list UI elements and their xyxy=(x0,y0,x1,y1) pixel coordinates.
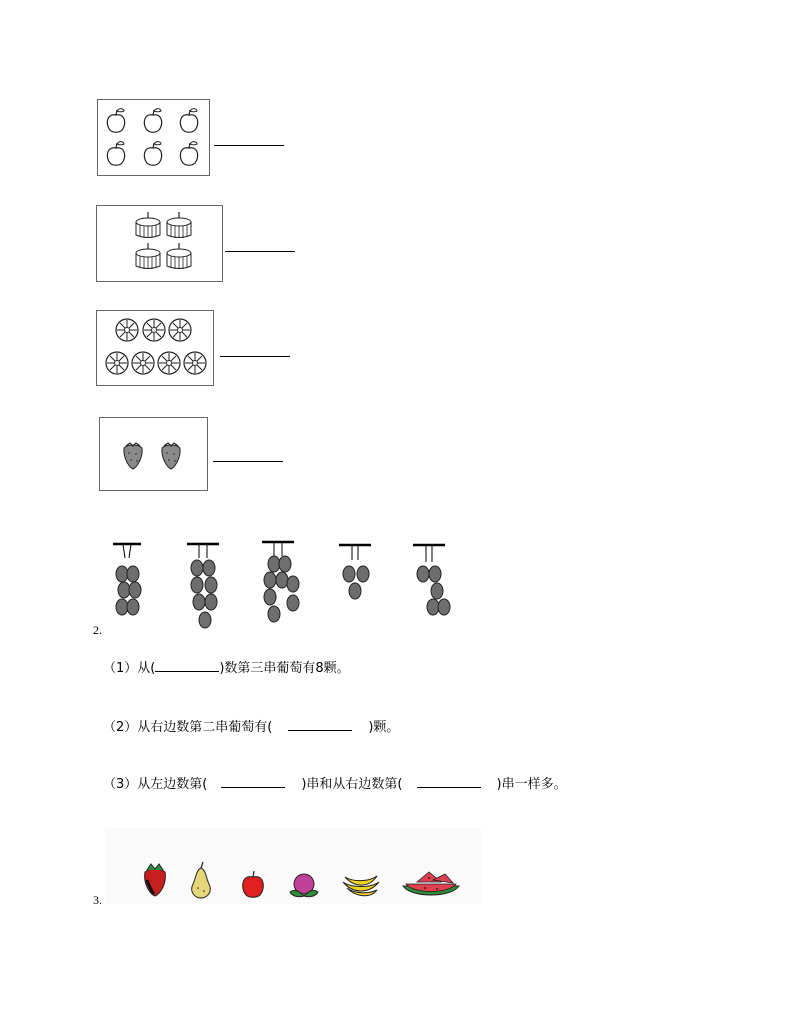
sub3-prefix: （3）从左边数第( xyxy=(103,777,208,792)
cake-icon xyxy=(136,243,160,269)
grape-bunch xyxy=(339,545,371,599)
strawberry-icons xyxy=(100,418,209,492)
flower-icons xyxy=(97,311,215,387)
flower-icon xyxy=(143,319,165,341)
apple-icon xyxy=(107,142,124,166)
answer-line-flowers[interactable] xyxy=(220,356,290,357)
strawberry-icon xyxy=(124,443,142,469)
apple-icon xyxy=(107,109,124,133)
cake-icon xyxy=(167,212,191,238)
sub3-blank-right[interactable] xyxy=(417,775,481,788)
question-2-sub1 xyxy=(103,657,350,676)
apple-icon xyxy=(144,142,161,166)
strawberry-icon xyxy=(162,443,180,469)
strawberries-image-box xyxy=(99,417,208,491)
answer-line-cakes[interactable] xyxy=(225,251,295,252)
flower-icon xyxy=(132,352,154,374)
question-2-sub3 xyxy=(103,773,567,792)
flower-icon xyxy=(116,319,138,341)
question-2-sub2 xyxy=(103,716,399,735)
apple-icon xyxy=(180,109,197,133)
flowers-image-box xyxy=(96,310,214,386)
cake-icon xyxy=(167,243,191,269)
grape-bunch xyxy=(187,544,219,628)
sub1-blank[interactable] xyxy=(155,659,219,672)
grape-bunch xyxy=(113,544,141,615)
flower-icon xyxy=(158,352,180,374)
answer-line-apples[interactable] xyxy=(214,145,284,146)
apple-icon xyxy=(144,109,161,133)
sub2-suffix: )颗。 xyxy=(368,720,400,735)
grape-bunch xyxy=(413,545,450,615)
cake-icon xyxy=(136,212,160,238)
question-3-number: 3. xyxy=(93,893,102,907)
flower-icon xyxy=(106,352,128,374)
apple-icons xyxy=(98,100,211,177)
grape-bunch xyxy=(262,542,299,622)
sub1-prefix: （1）从( xyxy=(103,661,156,676)
sub2-prefix: （2）从右边数第二串葡萄有( xyxy=(103,720,273,735)
sub3-middle: )串和从右边数第( xyxy=(301,777,403,792)
flower-icon xyxy=(184,352,206,374)
cake-icons xyxy=(97,206,224,283)
cakes-image-box xyxy=(96,205,223,282)
grape-bunches-image xyxy=(105,540,455,635)
fruits-image xyxy=(105,828,481,904)
sub2-blank[interactable] xyxy=(288,718,352,731)
flower-icon xyxy=(169,319,191,341)
sub1-suffix: )数第三串葡萄有8颗。 xyxy=(219,661,350,676)
answer-line-strawberries[interactable] xyxy=(213,461,283,462)
apple-icon xyxy=(180,142,197,166)
sub3-suffix: )串一样多。 xyxy=(496,777,567,792)
sub3-blank-left[interactable] xyxy=(221,775,285,788)
apples-image-box xyxy=(97,99,210,176)
question-2-number: 2. xyxy=(93,623,102,637)
